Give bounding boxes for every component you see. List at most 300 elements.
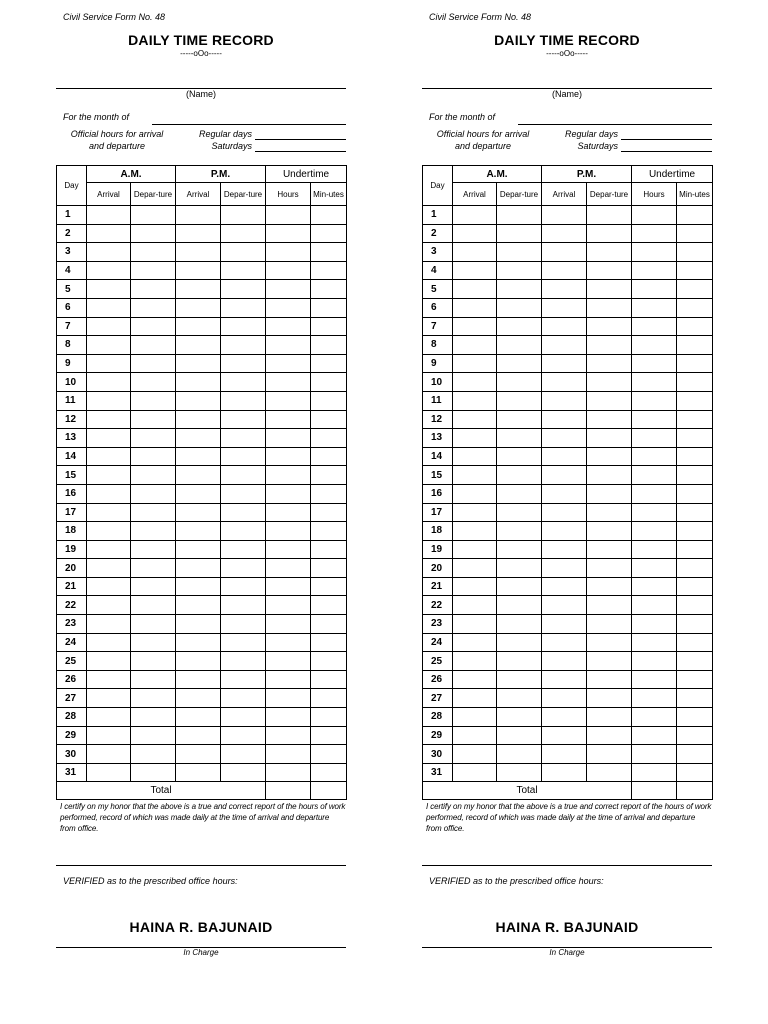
saturdays-field-line[interactable] xyxy=(255,151,346,152)
pm-arrival-cell[interactable] xyxy=(176,224,221,243)
am-departure-cell[interactable] xyxy=(131,243,176,262)
undertime-minutes-cell[interactable] xyxy=(311,577,347,596)
undertime-minutes-cell[interactable] xyxy=(311,298,347,317)
undertime-minutes-cell[interactable] xyxy=(311,336,347,355)
undertime-hours-cell[interactable] xyxy=(632,224,677,243)
am-arrival-cell[interactable] xyxy=(87,354,131,373)
regular-days-field-line[interactable] xyxy=(255,139,346,140)
pm-departure-cell[interactable] xyxy=(221,745,266,764)
pm-departure-cell[interactable] xyxy=(587,206,632,225)
pm-departure-cell[interactable] xyxy=(221,280,266,299)
pm-departure-cell[interactable] xyxy=(221,373,266,392)
undertime-hours-cell[interactable] xyxy=(632,540,677,559)
am-arrival-cell[interactable] xyxy=(87,577,131,596)
am-departure-cell[interactable] xyxy=(131,206,176,225)
undertime-hours-cell[interactable] xyxy=(266,726,311,745)
am-arrival-cell[interactable] xyxy=(453,317,497,336)
undertime-minutes-cell[interactable] xyxy=(311,708,347,727)
pm-departure-cell[interactable] xyxy=(587,447,632,466)
pm-departure-cell[interactable] xyxy=(221,522,266,541)
undertime-hours-cell[interactable] xyxy=(632,447,677,466)
pm-departure-cell[interactable] xyxy=(587,410,632,429)
am-departure-cell[interactable] xyxy=(131,670,176,689)
pm-departure-cell[interactable] xyxy=(587,540,632,559)
am-arrival-cell[interactable] xyxy=(453,466,497,485)
undertime-minutes-cell[interactable] xyxy=(677,354,713,373)
month-field-line[interactable] xyxy=(152,124,346,125)
am-arrival-cell[interactable] xyxy=(453,689,497,708)
am-arrival-cell[interactable] xyxy=(453,298,497,317)
am-arrival-cell[interactable] xyxy=(87,540,131,559)
pm-departure-cell[interactable] xyxy=(587,615,632,634)
pm-departure-cell[interactable] xyxy=(221,689,266,708)
pm-departure-cell[interactable] xyxy=(587,317,632,336)
am-departure-cell[interactable] xyxy=(497,689,542,708)
am-departure-cell[interactable] xyxy=(497,559,542,578)
undertime-hours-cell[interactable] xyxy=(266,503,311,522)
am-departure-cell[interactable] xyxy=(497,708,542,727)
undertime-hours-cell[interactable] xyxy=(632,429,677,448)
am-arrival-cell[interactable] xyxy=(87,503,131,522)
pm-departure-cell[interactable] xyxy=(221,615,266,634)
am-arrival-cell[interactable] xyxy=(453,373,497,392)
pm-departure-cell[interactable] xyxy=(587,224,632,243)
am-departure-cell[interactable] xyxy=(497,261,542,280)
undertime-hours-cell[interactable] xyxy=(632,596,677,615)
undertime-hours-cell[interactable] xyxy=(632,726,677,745)
undertime-minutes-cell[interactable] xyxy=(677,615,713,634)
pm-arrival-cell[interactable] xyxy=(176,503,221,522)
undertime-minutes-cell[interactable] xyxy=(677,540,713,559)
undertime-minutes-cell[interactable] xyxy=(311,261,347,280)
am-arrival-cell[interactable] xyxy=(453,596,497,615)
undertime-hours-cell[interactable] xyxy=(632,763,677,782)
undertime-minutes-cell[interactable] xyxy=(677,261,713,280)
undertime-hours-cell[interactable] xyxy=(632,670,677,689)
am-arrival-cell[interactable] xyxy=(87,484,131,503)
am-departure-cell[interactable] xyxy=(497,391,542,410)
pm-arrival-cell[interactable] xyxy=(542,615,587,634)
undertime-hours-cell[interactable] xyxy=(632,261,677,280)
am-departure-cell[interactable] xyxy=(131,224,176,243)
pm-arrival-cell[interactable] xyxy=(542,298,587,317)
am-departure-cell[interactable] xyxy=(131,391,176,410)
undertime-minutes-cell[interactable] xyxy=(677,484,713,503)
undertime-minutes-cell[interactable] xyxy=(311,503,347,522)
am-arrival-cell[interactable] xyxy=(453,763,497,782)
am-departure-cell[interactable] xyxy=(497,540,542,559)
undertime-minutes-cell[interactable] xyxy=(677,391,713,410)
undertime-minutes-cell[interactable] xyxy=(677,559,713,578)
pm-departure-cell[interactable] xyxy=(587,559,632,578)
undertime-hours-cell[interactable] xyxy=(266,596,311,615)
am-departure-cell[interactable] xyxy=(497,522,542,541)
pm-departure-cell[interactable] xyxy=(587,280,632,299)
undertime-minutes-cell[interactable] xyxy=(311,410,347,429)
am-departure-cell[interactable] xyxy=(497,484,542,503)
am-arrival-cell[interactable] xyxy=(87,447,131,466)
undertime-hours-cell[interactable] xyxy=(266,261,311,280)
undertime-hours-cell[interactable] xyxy=(266,298,311,317)
pm-departure-cell[interactable] xyxy=(587,373,632,392)
undertime-minutes-cell[interactable] xyxy=(311,429,347,448)
undertime-hours-cell[interactable] xyxy=(266,652,311,671)
undertime-hours-cell[interactable] xyxy=(266,633,311,652)
undertime-minutes-cell[interactable] xyxy=(311,280,347,299)
am-departure-cell[interactable] xyxy=(497,280,542,299)
month-field-line[interactable] xyxy=(518,124,712,125)
total-hours-cell[interactable] xyxy=(632,782,677,800)
am-arrival-cell[interactable] xyxy=(87,522,131,541)
undertime-minutes-cell[interactable] xyxy=(677,317,713,336)
pm-arrival-cell[interactable] xyxy=(176,391,221,410)
pm-arrival-cell[interactable] xyxy=(542,577,587,596)
pm-departure-cell[interactable] xyxy=(587,522,632,541)
am-arrival-cell[interactable] xyxy=(87,559,131,578)
am-arrival-cell[interactable] xyxy=(87,317,131,336)
pm-arrival-cell[interactable] xyxy=(542,633,587,652)
undertime-minutes-cell[interactable] xyxy=(677,280,713,299)
pm-arrival-cell[interactable] xyxy=(176,652,221,671)
pm-departure-cell[interactable] xyxy=(221,726,266,745)
regular-days-field-line[interactable] xyxy=(621,139,712,140)
undertime-minutes-cell[interactable] xyxy=(677,633,713,652)
undertime-minutes-cell[interactable] xyxy=(311,317,347,336)
pm-arrival-cell[interactable] xyxy=(176,429,221,448)
am-arrival-cell[interactable] xyxy=(453,429,497,448)
am-departure-cell[interactable] xyxy=(497,577,542,596)
total-minutes-cell[interactable] xyxy=(677,782,713,800)
undertime-minutes-cell[interactable] xyxy=(677,466,713,485)
pm-arrival-cell[interactable] xyxy=(176,540,221,559)
am-departure-cell[interactable] xyxy=(131,540,176,559)
am-arrival-cell[interactable] xyxy=(453,280,497,299)
pm-arrival-cell[interactable] xyxy=(542,410,587,429)
am-departure-cell[interactable] xyxy=(131,596,176,615)
am-arrival-cell[interactable] xyxy=(453,615,497,634)
undertime-minutes-cell[interactable] xyxy=(311,670,347,689)
am-departure-cell[interactable] xyxy=(131,615,176,634)
pm-departure-cell[interactable] xyxy=(587,633,632,652)
pm-arrival-cell[interactable] xyxy=(542,708,587,727)
pm-departure-cell[interactable] xyxy=(221,224,266,243)
pm-arrival-cell[interactable] xyxy=(176,484,221,503)
pm-departure-cell[interactable] xyxy=(221,708,266,727)
pm-departure-cell[interactable] xyxy=(221,261,266,280)
undertime-minutes-cell[interactable] xyxy=(677,429,713,448)
am-arrival-cell[interactable] xyxy=(453,354,497,373)
undertime-hours-cell[interactable] xyxy=(632,652,677,671)
undertime-hours-cell[interactable] xyxy=(266,317,311,336)
pm-departure-cell[interactable] xyxy=(221,243,266,262)
am-departure-cell[interactable] xyxy=(131,410,176,429)
am-arrival-cell[interactable] xyxy=(87,429,131,448)
am-departure-cell[interactable] xyxy=(497,633,542,652)
undertime-hours-cell[interactable] xyxy=(632,317,677,336)
am-arrival-cell[interactable] xyxy=(87,726,131,745)
undertime-hours-cell[interactable] xyxy=(632,391,677,410)
am-departure-cell[interactable] xyxy=(131,708,176,727)
pm-departure-cell[interactable] xyxy=(587,577,632,596)
am-departure-cell[interactable] xyxy=(131,447,176,466)
am-arrival-cell[interactable] xyxy=(453,577,497,596)
am-arrival-cell[interactable] xyxy=(453,633,497,652)
am-arrival-cell[interactable] xyxy=(453,540,497,559)
pm-departure-cell[interactable] xyxy=(221,336,266,355)
pm-arrival-cell[interactable] xyxy=(176,206,221,225)
pm-arrival-cell[interactable] xyxy=(542,559,587,578)
am-arrival-cell[interactable] xyxy=(87,243,131,262)
undertime-hours-cell[interactable] xyxy=(632,243,677,262)
undertime-hours-cell[interactable] xyxy=(266,391,311,410)
undertime-hours-cell[interactable] xyxy=(266,763,311,782)
undertime-hours-cell[interactable] xyxy=(632,577,677,596)
am-arrival-cell[interactable] xyxy=(87,745,131,764)
pm-arrival-cell[interactable] xyxy=(542,336,587,355)
undertime-minutes-cell[interactable] xyxy=(311,522,347,541)
undertime-hours-cell[interactable] xyxy=(632,559,677,578)
undertime-minutes-cell[interactable] xyxy=(677,206,713,225)
undertime-hours-cell[interactable] xyxy=(632,373,677,392)
pm-arrival-cell[interactable] xyxy=(176,410,221,429)
am-departure-cell[interactable] xyxy=(497,652,542,671)
am-departure-cell[interactable] xyxy=(497,373,542,392)
undertime-hours-cell[interactable] xyxy=(632,206,677,225)
pm-departure-cell[interactable] xyxy=(221,670,266,689)
total-hours-cell[interactable] xyxy=(266,782,311,800)
undertime-hours-cell[interactable] xyxy=(266,577,311,596)
pm-arrival-cell[interactable] xyxy=(176,522,221,541)
undertime-hours-cell[interactable] xyxy=(632,522,677,541)
am-arrival-cell[interactable] xyxy=(453,484,497,503)
pm-arrival-cell[interactable] xyxy=(542,391,587,410)
pm-arrival-cell[interactable] xyxy=(176,261,221,280)
pm-arrival-cell[interactable] xyxy=(176,596,221,615)
am-departure-cell[interactable] xyxy=(131,689,176,708)
undertime-minutes-cell[interactable] xyxy=(677,522,713,541)
pm-arrival-cell[interactable] xyxy=(542,763,587,782)
pm-departure-cell[interactable] xyxy=(587,503,632,522)
pm-departure-cell[interactable] xyxy=(221,317,266,336)
am-departure-cell[interactable] xyxy=(497,224,542,243)
am-departure-cell[interactable] xyxy=(131,317,176,336)
am-departure-cell[interactable] xyxy=(131,559,176,578)
am-departure-cell[interactable] xyxy=(497,670,542,689)
pm-arrival-cell[interactable] xyxy=(176,633,221,652)
am-departure-cell[interactable] xyxy=(131,373,176,392)
am-arrival-cell[interactable] xyxy=(87,391,131,410)
pm-arrival-cell[interactable] xyxy=(176,447,221,466)
am-arrival-cell[interactable] xyxy=(87,670,131,689)
undertime-minutes-cell[interactable] xyxy=(311,763,347,782)
undertime-minutes-cell[interactable] xyxy=(311,745,347,764)
pm-arrival-cell[interactable] xyxy=(176,559,221,578)
am-departure-cell[interactable] xyxy=(131,261,176,280)
am-departure-cell[interactable] xyxy=(131,745,176,764)
pm-departure-cell[interactable] xyxy=(221,391,266,410)
pm-departure-cell[interactable] xyxy=(587,670,632,689)
pm-arrival-cell[interactable] xyxy=(176,689,221,708)
undertime-hours-cell[interactable] xyxy=(632,503,677,522)
pm-arrival-cell[interactable] xyxy=(176,243,221,262)
undertime-hours-cell[interactable] xyxy=(266,354,311,373)
pm-arrival-cell[interactable] xyxy=(542,726,587,745)
undertime-hours-cell[interactable] xyxy=(632,298,677,317)
am-departure-cell[interactable] xyxy=(131,763,176,782)
pm-departure-cell[interactable] xyxy=(221,540,266,559)
am-arrival-cell[interactable] xyxy=(453,670,497,689)
pm-departure-cell[interactable] xyxy=(221,652,266,671)
undertime-hours-cell[interactable] xyxy=(266,447,311,466)
pm-departure-cell[interactable] xyxy=(587,726,632,745)
pm-arrival-cell[interactable] xyxy=(542,224,587,243)
undertime-minutes-cell[interactable] xyxy=(311,726,347,745)
pm-arrival-cell[interactable] xyxy=(176,373,221,392)
am-arrival-cell[interactable] xyxy=(453,503,497,522)
pm-departure-cell[interactable] xyxy=(587,261,632,280)
pm-departure-cell[interactable] xyxy=(221,633,266,652)
undertime-minutes-cell[interactable] xyxy=(677,763,713,782)
undertime-hours-cell[interactable] xyxy=(632,615,677,634)
undertime-hours-cell[interactable] xyxy=(266,206,311,225)
undertime-minutes-cell[interactable] xyxy=(311,243,347,262)
am-departure-cell[interactable] xyxy=(497,763,542,782)
undertime-hours-cell[interactable] xyxy=(266,615,311,634)
undertime-hours-cell[interactable] xyxy=(266,224,311,243)
undertime-minutes-cell[interactable] xyxy=(677,336,713,355)
am-arrival-cell[interactable] xyxy=(453,652,497,671)
pm-arrival-cell[interactable] xyxy=(176,577,221,596)
undertime-minutes-cell[interactable] xyxy=(677,410,713,429)
undertime-hours-cell[interactable] xyxy=(632,633,677,652)
undertime-minutes-cell[interactable] xyxy=(311,224,347,243)
am-departure-cell[interactable] xyxy=(497,596,542,615)
undertime-minutes-cell[interactable] xyxy=(311,540,347,559)
am-arrival-cell[interactable] xyxy=(453,224,497,243)
am-arrival-cell[interactable] xyxy=(87,763,131,782)
pm-arrival-cell[interactable] xyxy=(542,354,587,373)
am-arrival-cell[interactable] xyxy=(87,615,131,634)
undertime-minutes-cell[interactable] xyxy=(677,596,713,615)
undertime-hours-cell[interactable] xyxy=(632,354,677,373)
pm-arrival-cell[interactable] xyxy=(542,373,587,392)
undertime-minutes-cell[interactable] xyxy=(311,633,347,652)
am-departure-cell[interactable] xyxy=(497,243,542,262)
pm-departure-cell[interactable] xyxy=(587,466,632,485)
undertime-hours-cell[interactable] xyxy=(632,484,677,503)
pm-departure-cell[interactable] xyxy=(587,354,632,373)
undertime-minutes-cell[interactable] xyxy=(311,447,347,466)
am-departure-cell[interactable] xyxy=(131,280,176,299)
am-arrival-cell[interactable] xyxy=(87,206,131,225)
undertime-minutes-cell[interactable] xyxy=(311,559,347,578)
undertime-minutes-cell[interactable] xyxy=(311,391,347,410)
am-departure-cell[interactable] xyxy=(497,429,542,448)
pm-arrival-cell[interactable] xyxy=(542,689,587,708)
undertime-minutes-cell[interactable] xyxy=(677,373,713,392)
pm-departure-cell[interactable] xyxy=(587,745,632,764)
undertime-hours-cell[interactable] xyxy=(632,466,677,485)
undertime-hours-cell[interactable] xyxy=(266,243,311,262)
saturdays-field-line[interactable] xyxy=(621,151,712,152)
undertime-hours-cell[interactable] xyxy=(266,336,311,355)
undertime-minutes-cell[interactable] xyxy=(311,689,347,708)
am-arrival-cell[interactable] xyxy=(453,745,497,764)
undertime-minutes-cell[interactable] xyxy=(311,484,347,503)
pm-arrival-cell[interactable] xyxy=(542,206,587,225)
pm-arrival-cell[interactable] xyxy=(176,745,221,764)
am-departure-cell[interactable] xyxy=(131,298,176,317)
undertime-hours-cell[interactable] xyxy=(266,689,311,708)
am-departure-cell[interactable] xyxy=(131,429,176,448)
pm-arrival-cell[interactable] xyxy=(176,615,221,634)
am-departure-cell[interactable] xyxy=(131,466,176,485)
am-arrival-cell[interactable] xyxy=(87,410,131,429)
am-arrival-cell[interactable] xyxy=(453,559,497,578)
pm-departure-cell[interactable] xyxy=(587,652,632,671)
pm-departure-cell[interactable] xyxy=(587,763,632,782)
pm-arrival-cell[interactable] xyxy=(176,466,221,485)
pm-arrival-cell[interactable] xyxy=(542,447,587,466)
pm-departure-cell[interactable] xyxy=(221,466,266,485)
pm-departure-cell[interactable] xyxy=(221,484,266,503)
pm-departure-cell[interactable] xyxy=(587,298,632,317)
pm-arrival-cell[interactable] xyxy=(542,652,587,671)
pm-arrival-cell[interactable] xyxy=(542,522,587,541)
pm-arrival-cell[interactable] xyxy=(176,280,221,299)
pm-departure-cell[interactable] xyxy=(221,354,266,373)
undertime-hours-cell[interactable] xyxy=(266,484,311,503)
undertime-minutes-cell[interactable] xyxy=(677,503,713,522)
pm-arrival-cell[interactable] xyxy=(542,317,587,336)
am-departure-cell[interactable] xyxy=(497,745,542,764)
am-arrival-cell[interactable] xyxy=(453,391,497,410)
am-arrival-cell[interactable] xyxy=(453,206,497,225)
undertime-hours-cell[interactable] xyxy=(632,336,677,355)
undertime-minutes-cell[interactable] xyxy=(677,243,713,262)
am-departure-cell[interactable] xyxy=(497,447,542,466)
undertime-hours-cell[interactable] xyxy=(266,540,311,559)
am-departure-cell[interactable] xyxy=(131,336,176,355)
pm-departure-cell[interactable] xyxy=(221,503,266,522)
pm-departure-cell[interactable] xyxy=(587,336,632,355)
am-departure-cell[interactable] xyxy=(497,466,542,485)
undertime-hours-cell[interactable] xyxy=(632,689,677,708)
pm-arrival-cell[interactable] xyxy=(176,298,221,317)
undertime-minutes-cell[interactable] xyxy=(677,708,713,727)
am-departure-cell[interactable] xyxy=(497,503,542,522)
undertime-hours-cell[interactable] xyxy=(632,708,677,727)
pm-departure-cell[interactable] xyxy=(587,484,632,503)
undertime-hours-cell[interactable] xyxy=(266,708,311,727)
undertime-hours-cell[interactable] xyxy=(266,410,311,429)
undertime-hours-cell[interactable] xyxy=(266,280,311,299)
am-arrival-cell[interactable] xyxy=(453,726,497,745)
pm-arrival-cell[interactable] xyxy=(542,745,587,764)
am-departure-cell[interactable] xyxy=(131,726,176,745)
pm-arrival-cell[interactable] xyxy=(542,261,587,280)
am-arrival-cell[interactable] xyxy=(87,261,131,280)
am-arrival-cell[interactable] xyxy=(87,373,131,392)
undertime-minutes-cell[interactable] xyxy=(677,447,713,466)
am-departure-cell[interactable] xyxy=(497,206,542,225)
undertime-minutes-cell[interactable] xyxy=(311,373,347,392)
am-departure-cell[interactable] xyxy=(131,354,176,373)
employee-signature-line[interactable] xyxy=(422,865,712,866)
am-arrival-cell[interactable] xyxy=(87,466,131,485)
undertime-hours-cell[interactable] xyxy=(266,745,311,764)
pm-departure-cell[interactable] xyxy=(221,410,266,429)
